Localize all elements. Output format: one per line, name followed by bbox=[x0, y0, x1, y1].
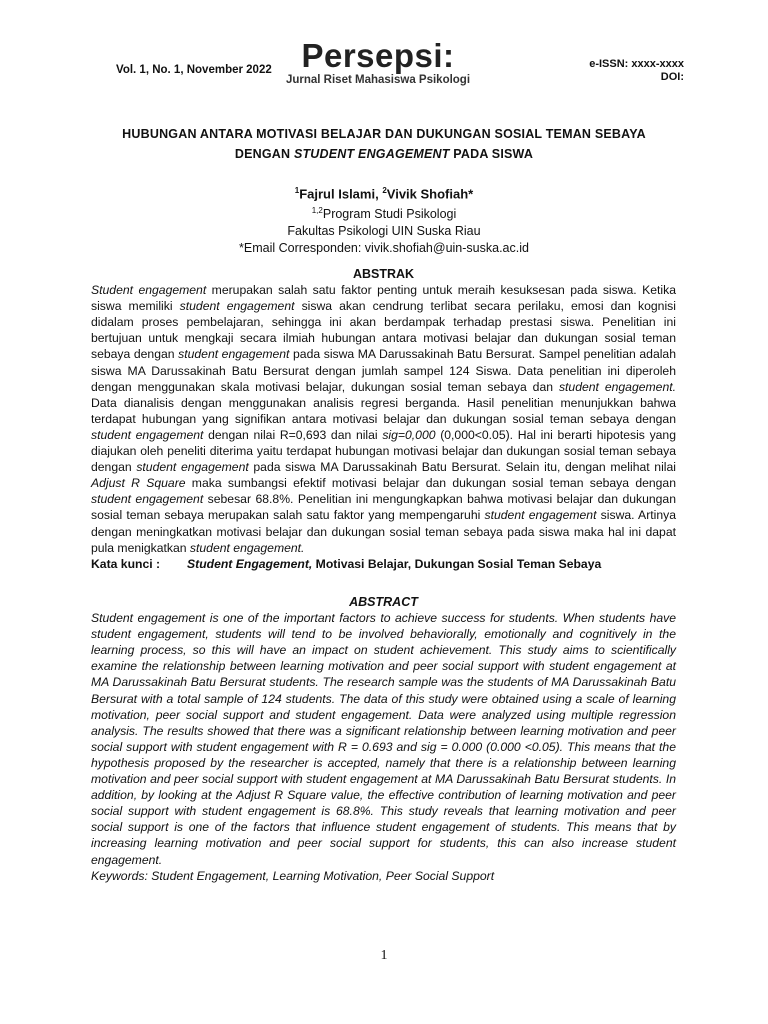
abstrak-text-run: merupakan salah satu faktor penting untuk meraih kesuksesan pada siswa. Ketika siswa memiliki bbox=[91, 283, 676, 314]
corresponding-email: *Email Corresponden: vivik.shofiah@uin-suska.ac.id bbox=[239, 241, 529, 256]
title-line-2-pre: DENGAN bbox=[234, 147, 294, 161]
kata-kunci-label: Kata kunci : bbox=[91, 556, 161, 571]
kata-kunci bbox=[91, 556, 676, 572]
affiliation-program bbox=[90, 202, 678, 223]
title-line-2-em: STUDENT ENGAGEMENT bbox=[293, 147, 450, 161]
author1-sup: 1 bbox=[294, 186, 300, 195]
author-block bbox=[90, 182, 678, 257]
program: Program Studi Psikologi bbox=[322, 207, 457, 222]
kata-kunci-rest: Motivasi Belajar, Dukungan Sosial Teman Sebaya bbox=[312, 556, 602, 571]
abstrak-italic-run: student engagement bbox=[91, 492, 204, 507]
author-names bbox=[90, 182, 678, 202]
abstract-keywords: Keywords: Student Engagement, Learning Motivation, Peer Social Support bbox=[91, 868, 495, 883]
affiliation-sup: 1,2 bbox=[311, 206, 323, 216]
doi: DOI: bbox=[660, 71, 684, 83]
abstrak-text-run: maka sumbangsi efektif motivasi belajar dan dukungan sosial teman sebaya dengan bbox=[185, 476, 676, 491]
kata-kunci-values bbox=[187, 556, 601, 572]
abstrak-italic-run: student engagement bbox=[484, 508, 597, 523]
abstrak-section bbox=[91, 266, 676, 572]
abstrak-text-run: siswa. Artinya dengan meningkatkan motivasi belajar dan dukungan sosial teman sebaya pada siswa maka hal ini dapat pula menigkatkan bbox=[91, 508, 676, 555]
title-line-1: HUBUNGAN ANTARA MOTIVASI BELAJAR DAN DUKUNGAN SOSIAL TEMAN SEBAYA bbox=[122, 127, 646, 141]
abstrak-body bbox=[91, 282, 676, 556]
abstract-body: Student engagement is one of the important factors to achieve success for students. When students have student engagement, students will tend to be involved behaviorally, emotionally and cognitively in the learning process, so this will have an impact on student achievement. This study aims to scientifically examine the relationship between learning motivation and peer social support with student engagement at MA Darussakinah Batu Bersurat students. The research sample was the students of MA Darussakinah Batu Bersurat with a total sample of 124 students. The data of this study were obtained using a scale of learning motivation, peer social support and student engagement. Data were analyzed using multiple regression analysis. The results showed that there was a significant relationship between learning motivation and peer social support with student engagement with R = 0.693 and sig = 0.000 (0.000 <0.05). This means that the hypothesis proposed by the researcher is accepted, namely that there is a relationship between learning motivation and peer social support with student engagement at MA Darussakinah Batu Bersurat students. In addition, by looking at the Adjust R Square value, the effective contribution of learning motivation and peer social support with student engagement is 68.8%. This study reveals that learning motivation and peer social support is one of the factors that influence student engagement of students. This means that by increasing learning motivation and peer social support for students, this can also increase student engagement. bbox=[91, 611, 676, 867]
abstrak-heading: ABSTRAK bbox=[352, 267, 415, 281]
abstrak-text-run: siswa akan cendrung terlibat secara perilaku, emosi dan kognisi didalam proses pembelajaran, sehingga ini akan berdampak terhadap prestasi siswa. Penelitian ini bertujuan untuk mengkaji secara ilmiah hubungan antara motivasi belajar dan dukungan sosial teman sebaya dengan bbox=[91, 299, 676, 362]
affiliation-faculty: Fakultas Psikologi UIN Suska Riau bbox=[287, 224, 481, 239]
abstract-heading: ABSTRACT bbox=[349, 595, 418, 609]
abstrak-italic-run: Student engagement bbox=[91, 283, 207, 298]
abstrak-italic-run: student engagement. bbox=[558, 379, 677, 394]
kata-kunci-em: Student Engagement, bbox=[187, 556, 313, 571]
volume-info: Vol. 1, No. 1, November 2022 bbox=[116, 64, 272, 76]
author-1: Fajrul Islami, bbox=[299, 186, 383, 202]
eissn: e-ISSN: xxxx-xxxx bbox=[589, 58, 684, 70]
journal-subtitle: Jurnal Riset Mahasiswa Psikologi bbox=[285, 74, 471, 86]
author2-sup: 2 bbox=[382, 186, 387, 195]
abstrak-italic-run: sig=0,000 bbox=[382, 427, 436, 442]
abstrak-text-run: dengan nilai R=0,693 dan nilai bbox=[203, 427, 383, 442]
journal-name: Persepsi: bbox=[301, 37, 455, 74]
abstrak-italic-run: student engagement bbox=[179, 299, 295, 314]
page-number: 1 bbox=[380, 948, 388, 963]
title-line-2-post: PADA SISWA bbox=[449, 147, 534, 161]
abstrak-text-run: pada siswa MA Darussakinah Batu Bersurat. Selain itu, dengan melihat nilai bbox=[248, 460, 676, 475]
author-2: Vivik Shofiah* bbox=[386, 186, 474, 202]
article-title bbox=[90, 124, 678, 164]
abstrak-italic-run: student engagement bbox=[178, 347, 290, 362]
abstrak-text-run: sebesar 68.8%. Penelitian ini mengungkapkan bahwa motivasi belajar dan dukungan sosial teman sebaya merupakan salah satu faktor yang mempengaruhi bbox=[91, 492, 676, 523]
abstrak-text-run: (0,000<0.05). Hal ini berarti hipotesis yang diajukan oleh peneliti diterima yaitu terdapat hubungan motivasi belajar dan dukungan sosial teman sebaya dengan bbox=[91, 427, 676, 475]
journal-logo bbox=[278, 38, 478, 86]
abstrak-text-run: pada siswa MA Darussakinah Batu Bersurat. Sampel penelitian adalah siswa MA Darussakinah Batu Bersurat dengan jumlah sampel 124 Siswa. Data penelitian ini diperoleh dengan menggunakan skala motivasi belajar, dukungan sosial teman sebaya dan bbox=[91, 347, 676, 394]
abstrak-italic-run: student engagement. bbox=[189, 540, 305, 555]
abstrak-italic-run: student engagement bbox=[91, 427, 204, 442]
title-line-2 bbox=[90, 144, 678, 164]
abstrak-italic-run: Adjust R Square bbox=[91, 476, 186, 491]
abstract-section bbox=[91, 594, 676, 884]
abstrak-italic-run: student engagement bbox=[136, 460, 249, 475]
abstrak-text-run: Data dianalisis dengan menggunakan analisis regresi berganda. Hasil penelitian menunjukkan bahwa terdapat hubungan yang signifikan antara motivasi belajar dan dukungan sosial teman sebaya dengan bbox=[91, 395, 676, 426]
issn-block bbox=[589, 58, 684, 84]
